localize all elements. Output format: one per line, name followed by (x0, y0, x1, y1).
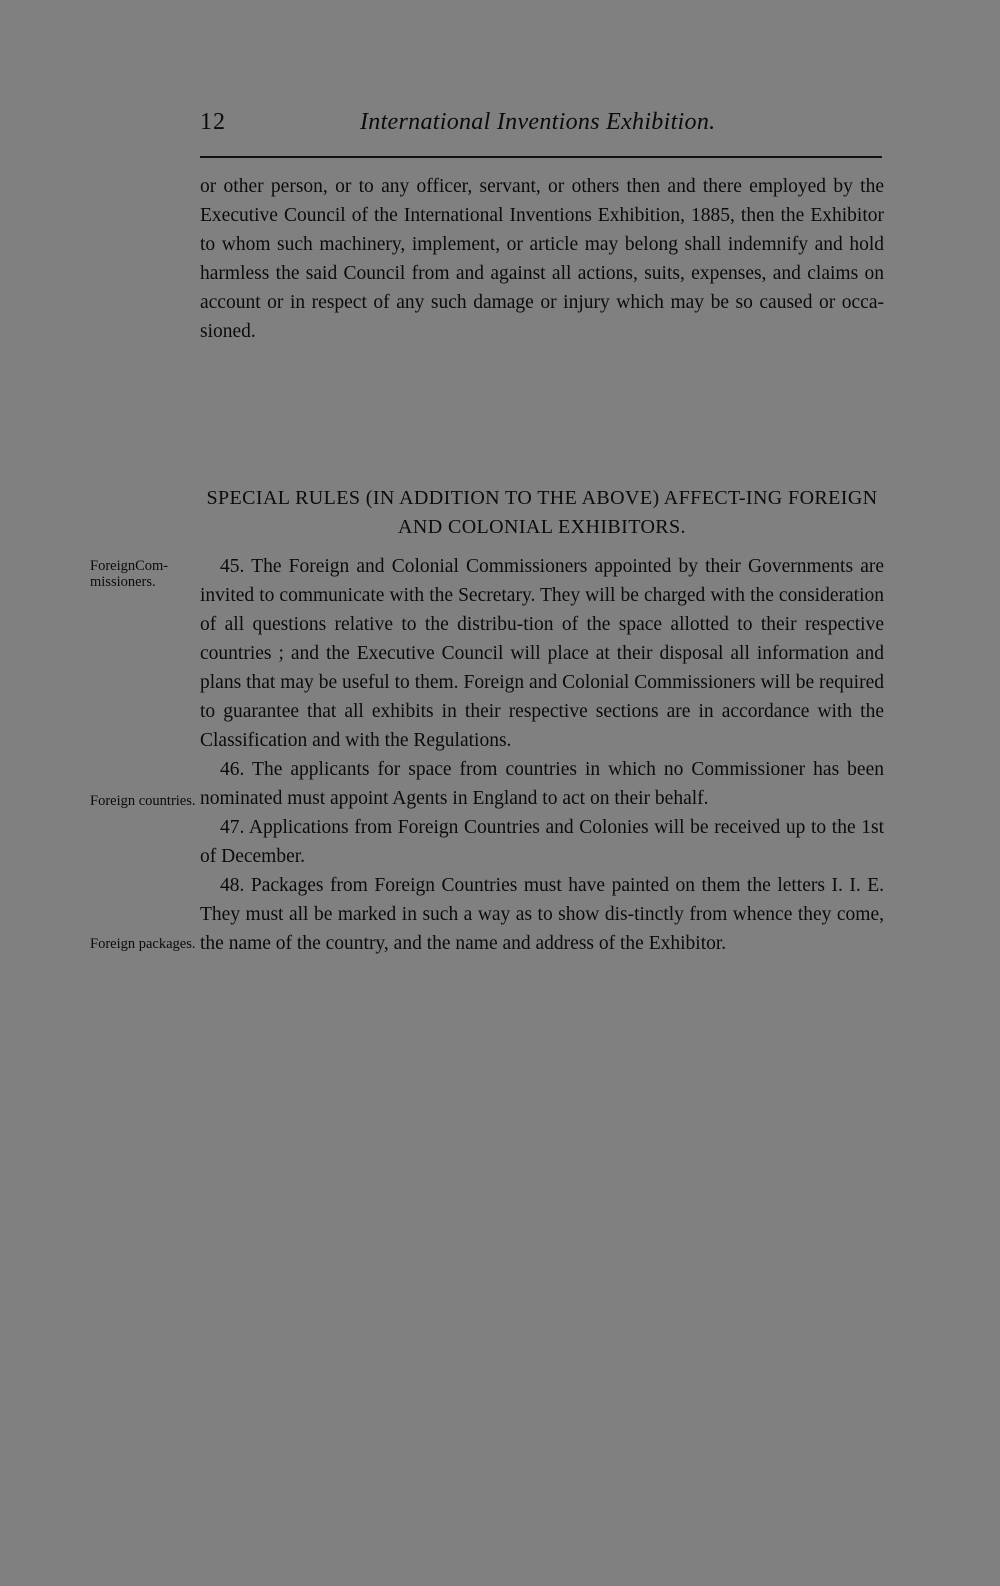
section-heading: SPECIAL RULES (IN ADDITION TO THE ABOVE) AFFECT-ING FOREIGN AND COLONIAL EXHIBITORS. (206, 487, 878, 538)
margin-note-foreign-packages: Foreign packages. (90, 936, 196, 952)
rule-45: 45. The Foreign and Colonial Commissioners appointed by their Governments are invited to communicate with the Secretary. They will be charged with the consideration of all questions relative to the distribu-tion of the space allotted to their respective countries ; and the Executive Council will place at their disposal all information and plans that may be useful to them. Foreign and Colonial Commissioners will be required to guarantee that all exhibits in their respective sections are in accordance with the Classification and with the Regulations. (200, 556, 884, 751)
header-rule (200, 156, 882, 158)
rules-block (200, 552, 884, 958)
margin-note-foreign-countries: Foreign countries. (90, 793, 196, 809)
continuation-paragraph-block (200, 172, 884, 346)
continuation-paragraph: or other person, or to any officer, servant, or others then and there employed by the Executive Council of the International Inventions Exhibition, 1885, then the Exhibitor to whom such machinery, implement, or article may belong shall indemnify and hold harmless the said Council from and against all actions, suits, expenses, and claims on account or in respect of any such damage or injury which may be so caused or occa-sioned. (200, 176, 884, 342)
page-number: 12 (200, 109, 226, 135)
running-title: International Inventions Exhibition. (360, 109, 716, 135)
margin-note-foreign-commissioners: ForeignCom-missioners. (90, 558, 169, 590)
rule-48: 48. Packages from Foreign Countries must have painted on them the letters I. I. E. They must all be marked in such a way as to show dis-tinctly from whence they come, the name of the country, and the name and address of the Exhibitor. (200, 875, 884, 954)
rule-46: 46. The applicants for space from countries in which no Commissioner has been nominated must appoint Agents in England to act on their behalf. (200, 759, 884, 809)
rule-47: 47. Applications from Foreign Countries and Colonies will be received up to the 1st of December. (200, 817, 884, 867)
